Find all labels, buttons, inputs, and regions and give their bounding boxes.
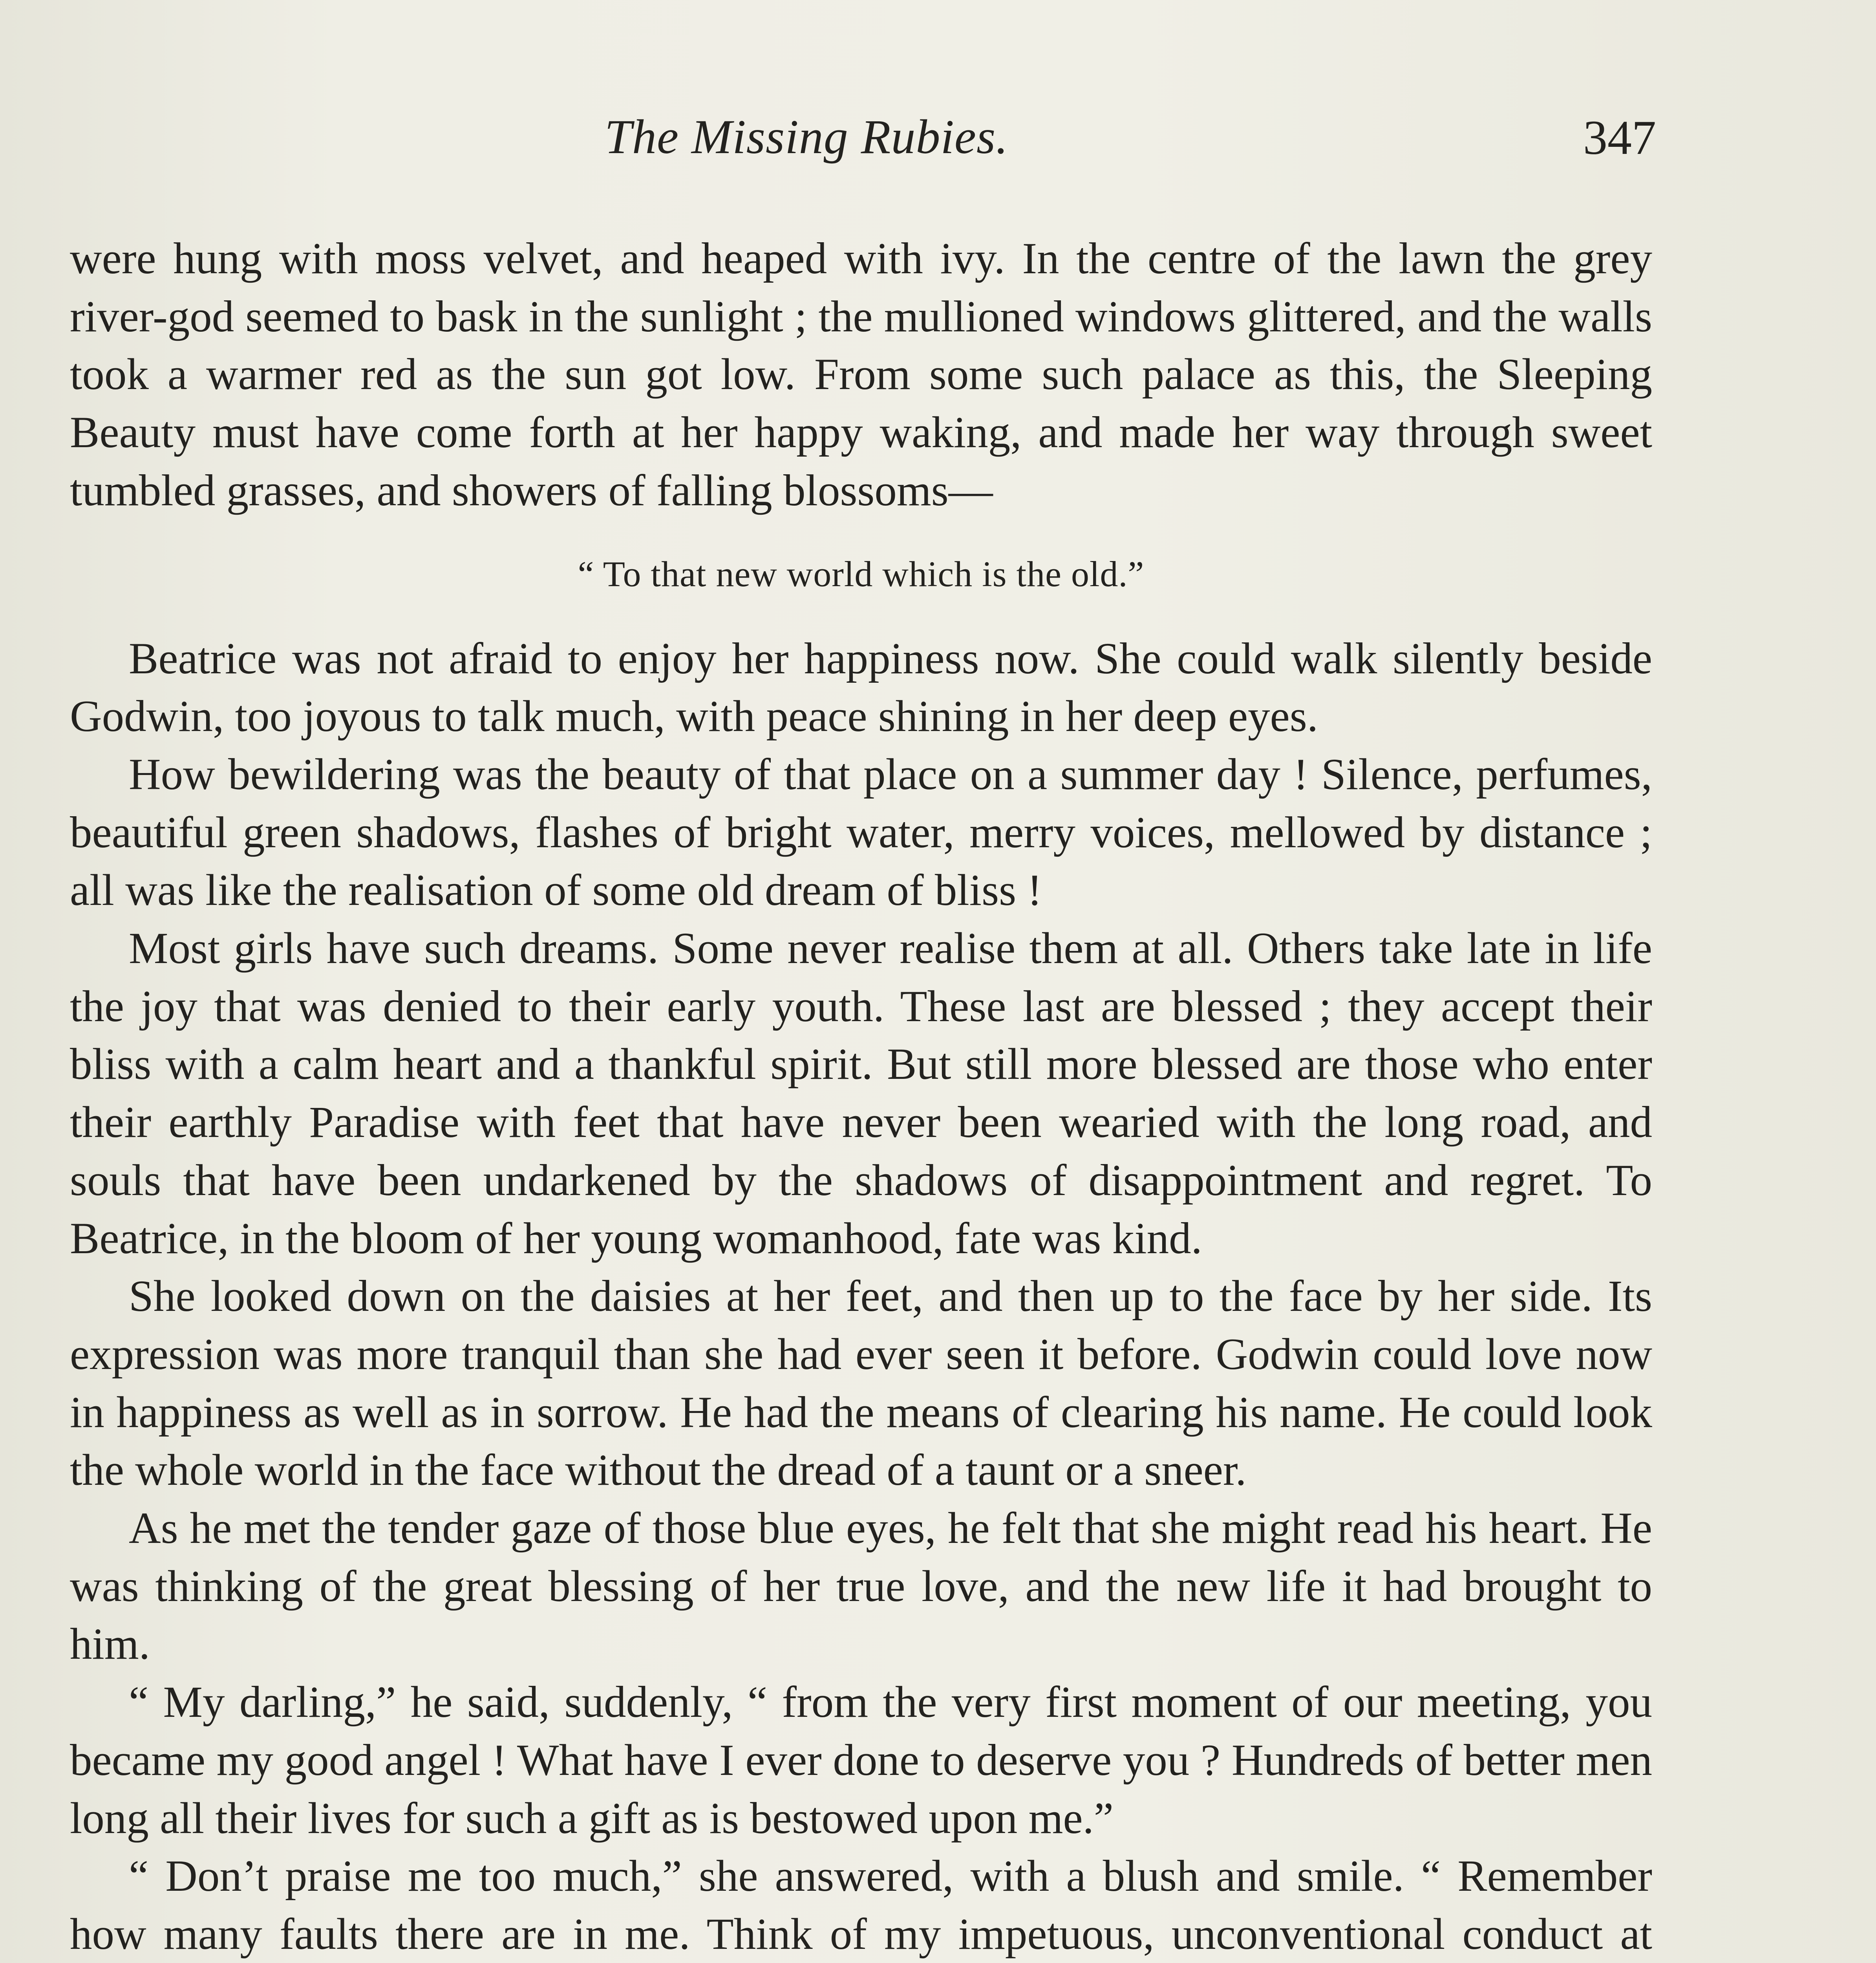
- paragraph-1: were hung with moss velvet, and heaped with ivy. In the centre of the lawn the grey river-god seemed to bask in the sunlight ; the mullioned windows glittered, and the walls took a warmer red as the sun got low. From some such palace as this, the Sleeping Beauty must have come forth at her happy waking, and made her way through sweet tumbled grasses, and showers of falling blossoms—: [70, 234, 1652, 515]
- paragraph-4: Most girls have such dreams. Some never realise them at all. Others take late in life the joy that was denied to their early youth. These last are blessed ; they accept their bliss with a calm heart and a thankful spirit. But still more blessed are those who enter their earthly Paradise with feet that have never been wearied with the long road, and souls that have been undarkened by the shadows of disappointment and regret. To Beatrice, in the bloom of her young womanhood, fate was kind.: [70, 924, 1652, 1263]
- paragraph-7: “ My darling,” he said, suddenly, “ from the very first moment of our meeting, you became my good angel ! What have I ever done to deserve you ? Hundreds of better men long all their lives for such a gift as is bestowed upon me.”: [70, 1678, 1652, 1843]
- paragraph-3: How bewildering was the beauty of that place on a summer day ! Silence, perfumes, beautiful green shadows, flashes of bright water, merry voices, mellowed by distance ; all was like the realisation of some old dream of bliss !: [70, 749, 1652, 915]
- paragraph-8: “ Don’t praise me too much,” she answered, with a blush and smile. “ Remember how many faults there are in me. Think of my impetuous, unconventional conduct at: [70, 1852, 1652, 1959]
- paragraph-6: As he met the tender gaze of those blue eyes, he felt that she might read his heart. He was thinking of the great blessing of her true love, and the new life it had brought to him.: [70, 1504, 1652, 1669]
- body-text: [70, 230, 1652, 1963]
- page-header: [71, 109, 1656, 188]
- running-title: The Missing Rubies.: [605, 110, 1009, 164]
- paragraph-2: Beatrice was not afraid to enjoy her happiness now. She could walk silently beside Godwin, too joyous to talk much, with peace shining in her deep eyes.: [70, 634, 1652, 741]
- page-number: 347: [1583, 111, 1656, 164]
- verse-quote: “ To that new world which is the old.”: [578, 554, 1145, 594]
- paragraph-5: She looked down on the daisies at her feet, and then up to the face by her side. Its expression was more tranquil than she had ever seen it before. Godwin could love now in happiness as well as in sorrow. He had the means of clearing his name. He could look the whole world in the face without the dread of a taunt or a sneer.: [70, 1272, 1652, 1495]
